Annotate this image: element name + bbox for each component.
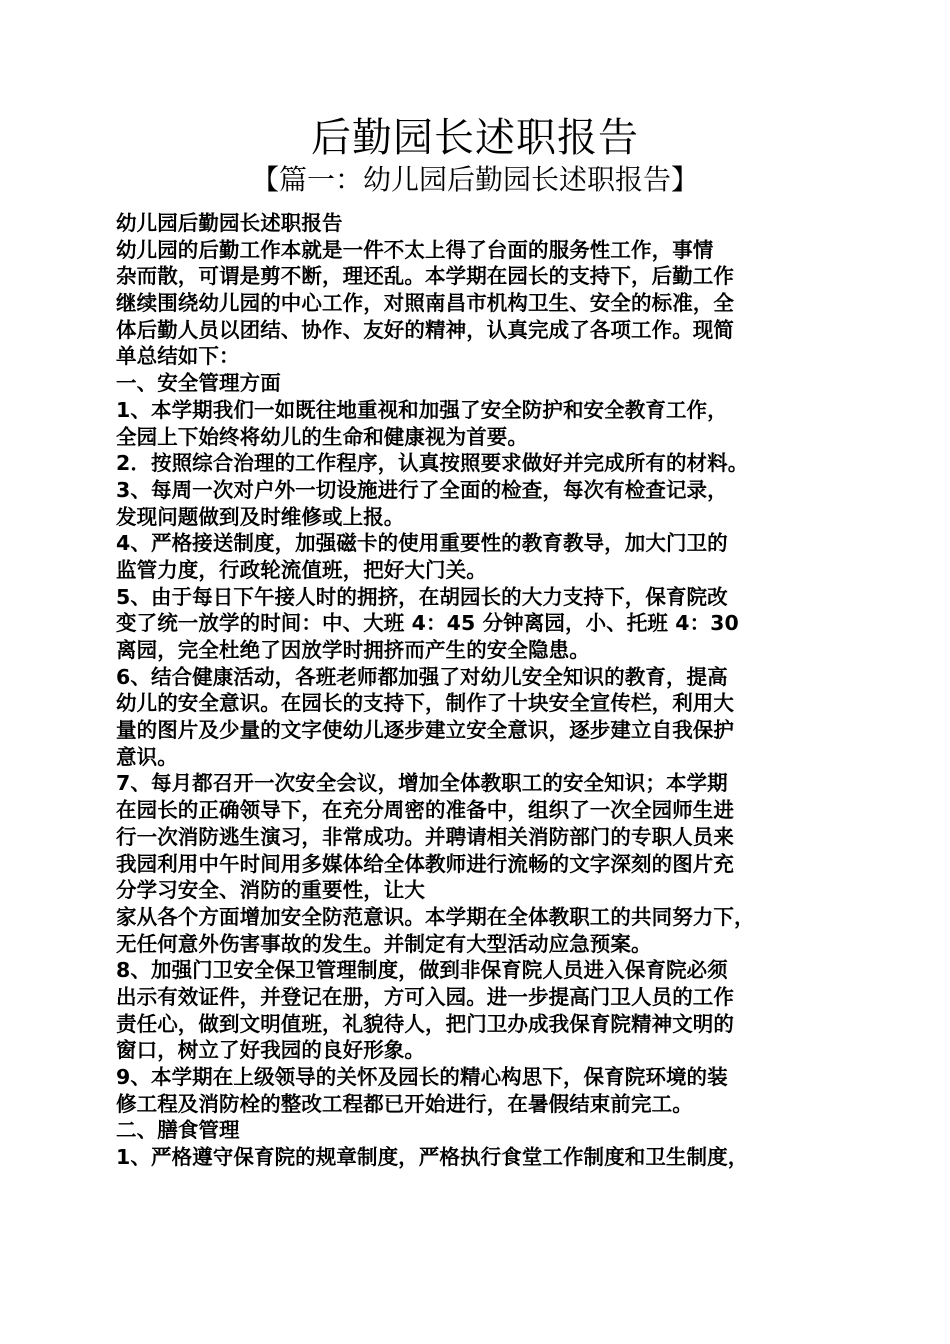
paragraph-line: 4、严格接送制度，加强磁卡的使用重要性的教育教导，加大门卫的 bbox=[116, 531, 728, 556]
paragraph-line: 行一次消防逃生演习，非常成功。并聘请相关消防部门的专职人员来 bbox=[116, 824, 734, 849]
paragraph-line: 全园上下始终将幼儿的生命和健康视为首要。 bbox=[116, 424, 528, 449]
paragraph-line: 9、本学期在上级领导的关怀及园长的精心构思下，保育院环境的装 bbox=[116, 1065, 728, 1089]
paragraph-line: 体后勤人员以团结、协作、友好的精神，认真完成了各项工作。现简 bbox=[116, 317, 734, 342]
paragraph-line: 1、严格遵守保育院的规章制度，严格执行食堂工作制度和卫生制度， bbox=[116, 1145, 749, 1170]
document-subtitle: 【篇一：幼儿园后勤园长述职报告】 bbox=[250, 163, 699, 196]
section-heading: 二、膳食管理 bbox=[116, 1118, 240, 1143]
section-heading: 幼儿园后勤园长述职报告 bbox=[116, 211, 343, 235]
document-title: 后勤园长述职报告 bbox=[311, 115, 639, 161]
section-heading: 一、安全管理方面 bbox=[116, 371, 281, 396]
paragraph-line: 1、本学期我们一如既往地重视和加强了安全防护和安全教育工作， bbox=[116, 397, 728, 422]
paragraph-line: 3、每周一次对户外一切设施进行了全面的检查，每次有检查记录， bbox=[116, 477, 728, 502]
paragraph-line: 单总结如下： bbox=[116, 344, 240, 369]
paragraph-line: 家从各个方面增加安全防范意识。本学期在全体教职工的共同努力下， bbox=[116, 904, 755, 929]
paragraph-line: 继续围绕幼儿园的中心工作，对照南昌市机构卫生、安全的标准，全 bbox=[116, 291, 734, 316]
paragraph-line: 意识。 bbox=[116, 744, 178, 769]
paragraph-line: 变了统一放学的时间：中、大班 4：45 分钟离园，小、托班 4：30 bbox=[116, 611, 739, 636]
paragraph-line: 幼儿园的后勤工作本就是一件不太上得了台面的服务性工作，事情 bbox=[116, 237, 714, 262]
paragraph-line: 幼儿的安全意识。在园长的支持下，制作了十块安全宣传栏，利用大 bbox=[116, 691, 734, 716]
paragraph-line: 2．按照综合治理的工作程序，认真按照要求做好并完成所有的材料。 bbox=[116, 451, 749, 476]
paragraph-line: 量的图片及少量的文字使幼儿逐步建立安全意识，逐步建立自我保护 bbox=[116, 718, 734, 743]
document-body bbox=[116, 210, 846, 1171]
paragraph-line: 杂而散，可谓是剪不断，理还乱。本学期在园长的支持下，后勤工作 bbox=[116, 264, 734, 289]
paragraph-line: 8、加强门卫安全保卫管理制度，做到非保育院人员进入保育院必须 bbox=[116, 958, 728, 983]
paragraph-line: 离园，完全杜绝了因放学时拥挤而产生的安全隐患。 bbox=[116, 638, 590, 662]
paragraph-line: 我园利用中午时间用多媒体给全体教师进行流畅的文字深刻的图片充 bbox=[116, 851, 734, 876]
paragraph-line: 6、结合健康活动，各班老师都加强了对幼儿安全知识的教育，提高 bbox=[116, 664, 728, 689]
paragraph-line: 无任何意外伤害事故的发生。并制定有大型活动应急预案。 bbox=[116, 931, 652, 956]
paragraph-line: 出示有效证件，并登记在册，方可入园。进一步提高门卫人员的工作 bbox=[116, 984, 734, 1009]
paragraph-line: 7、每月都召开一次安全会议，增加全体教职工的安全知识；本学期 bbox=[116, 771, 728, 796]
paragraph-line: 修工程及消防栓的整改工程都已开始进行，在暑假结束前完工。 bbox=[116, 1091, 693, 1116]
paragraph-line: 窗口，树立了好我园的良好形象。 bbox=[116, 1038, 425, 1063]
paragraph-line: 发现问题做到及时维修或上报。 bbox=[116, 504, 405, 529]
paragraph-line: 监管力度，行政轮流值班，把好大门关。 bbox=[116, 557, 487, 582]
paragraph-line: 在园长的正确领导下，在充分周密的准备中，组织了一次全园师生进 bbox=[116, 798, 734, 823]
paragraph-line: 分学习安全、消防的重要性，让大 bbox=[116, 878, 425, 903]
paragraph-line: 5、由于每日下午接人时的拥挤，在胡园长的大力支持下，保育院改 bbox=[116, 584, 728, 609]
paragraph-line: 责任心，做到文明值班，礼貌待人，把门卫办成我保育院精神文明的 bbox=[116, 1011, 734, 1036]
